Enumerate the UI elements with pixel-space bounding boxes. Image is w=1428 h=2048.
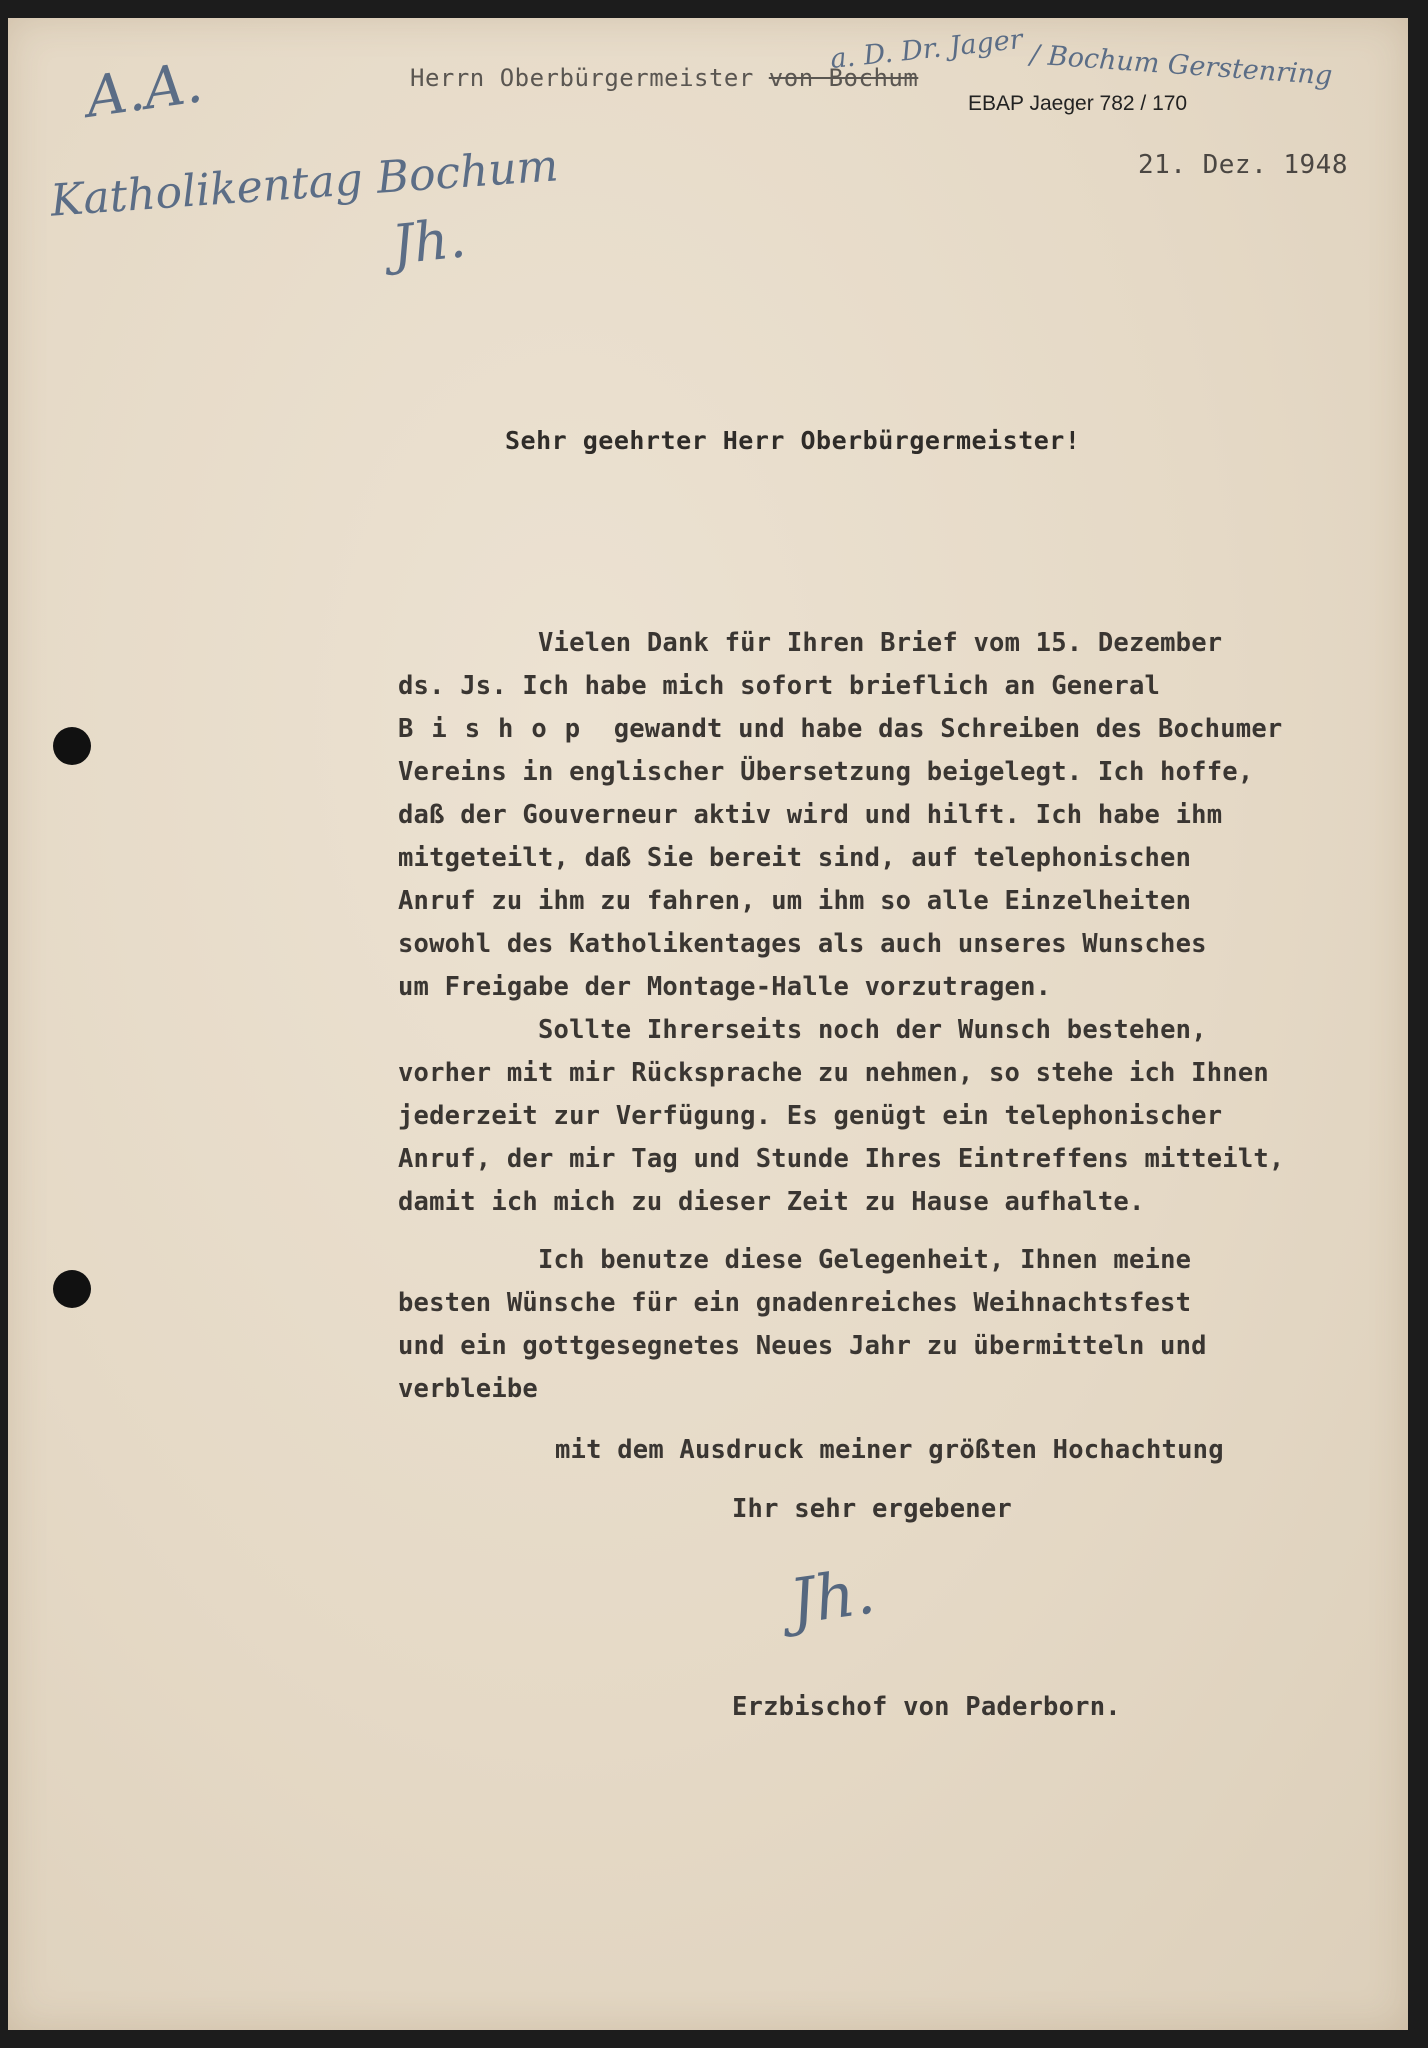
signature: Jh. [785,1554,880,1639]
margin-note-aa: A.A. [82,50,207,131]
p2-line-3: jederzeit zur Verfügung. Es genügt ein telephonischer [398,1101,1223,1131]
punch-hole-bottom [53,1270,91,1308]
margin-note-initials: Jh. [388,206,469,277]
p1-line-2: ds. Js. Ich habe mich sofort brieflich an General [398,671,1161,701]
p1-line-6: mitgeteilt, daß Sie bereit sind, auf telephonischen [398,843,1192,873]
margin-note-topic: Katholikentag Bochum [48,140,560,227]
addressee-struck: von Bochum [768,64,919,92]
p1-line-7: Anruf zu ihm zu fahren, um ihm so alle Einzelheiten [398,886,1192,916]
signatory: Erzbischof von Paderborn. [732,1692,1121,1722]
handwritten-insert: a. D. Dr. Jager [828,23,1025,76]
p1-line-9: um Freigabe der Montage-Halle vorzutragen. [398,972,1052,1002]
p2-line-1: Sollte Ihrerseits noch der Wunsch bestehen, [538,1015,1207,1045]
p1-line-3-text: gewandt und habe das Schreiben des Bochumer [613,714,1283,744]
handwritten-address: / Bochum Gerstenring [1029,39,1334,92]
p1-line-4: Vereins in englischer Übersetzung beigelegt. Ich hoffe, [398,757,1254,787]
p2-line-2: vorher mit mir Rücksprache zu nehmen, so stehe ich Ihnen [398,1058,1269,1088]
p3-line-2: besten Wünsche für ein gnadenreiches Weihnachtsfest [398,1288,1192,1318]
punch-hole-top [53,727,91,765]
p1-line-5: daß der Gouverneur aktiv wird und hilft. Ich habe ihm [398,800,1223,830]
p3-line-3: und ein gottgesegnetes Neues Jahr zu übermitteln und [398,1331,1207,1361]
archive-reference: EBAP Jaeger 782 / 170 [968,92,1188,115]
salutation: Sehr geehrter Herr Oberbürgermeister! [505,426,1081,455]
p2-line-5: damit ich mich zu dieser Zeit zu Hause aufhalte. [398,1187,1145,1217]
p1-line-3 [398,714,1398,744]
p2-line-4: Anruf, der mir Tag und Stunde Ihres Eintreffens mitteilt, [398,1144,1285,1174]
p1-line-8: sowohl des Katholikentages als auch unseres Wunsches [398,929,1207,959]
addressee-prefix: Herrn Oberbürgermeister [410,64,754,92]
closing-regards: mit dem Ausdruck meiner größten Hochachtung [555,1435,1224,1465]
closing-yours: Ihr sehr ergebener [732,1494,1012,1524]
p1-line-1: Vielen Dank für Ihren Brief vom 15. Dezember [538,628,1223,658]
p3-line-4: verbleibe [398,1374,538,1404]
letter-date: 21. Dez. 1948 [1138,150,1348,180]
p3-line-1: Ich benutze diese Gelegenheit, Ihnen meine [538,1245,1192,1275]
bishop-name: Bishop [398,714,599,744]
